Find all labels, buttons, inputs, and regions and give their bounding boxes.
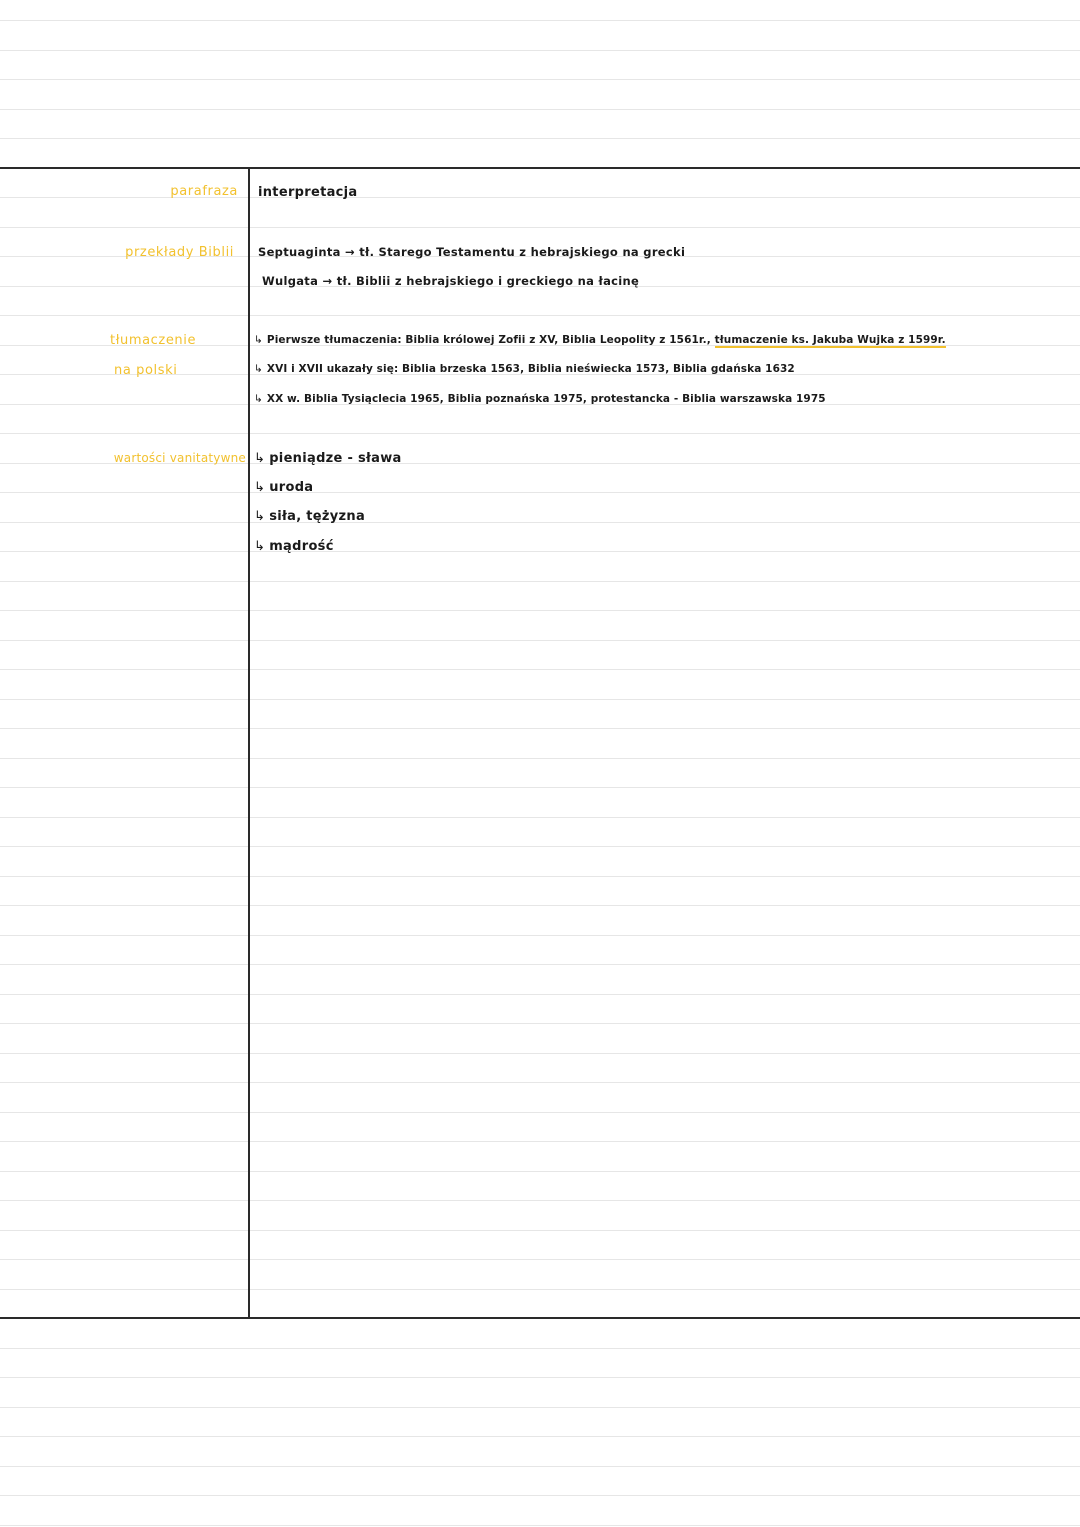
ruled-line bbox=[0, 1112, 1080, 1113]
margin-divider bbox=[248, 168, 250, 1318]
ruled-line bbox=[0, 846, 1080, 847]
list-item-xx-w: ↳ XX w. Biblia Tysiąclecia 1965, Biblia poznańska 1975, protestancka - Biblia warszawska 1975 bbox=[254, 393, 826, 405]
return-arrow-icon: ↳ bbox=[254, 334, 263, 346]
ruled-line bbox=[0, 1023, 1080, 1024]
ruled-line bbox=[0, 433, 1080, 434]
top-divider bbox=[0, 167, 1080, 169]
ruled-line bbox=[0, 138, 1080, 139]
ruled-line bbox=[0, 876, 1080, 877]
ruled-line bbox=[0, 227, 1080, 228]
note-interpretacja: interpretacja bbox=[258, 185, 358, 200]
ruled-line bbox=[0, 20, 1080, 21]
bottom-divider bbox=[0, 1317, 1080, 1319]
ruled-line bbox=[0, 79, 1080, 80]
ruled-line bbox=[0, 50, 1080, 51]
ruled-line bbox=[0, 1200, 1080, 1201]
list-item-xvi-xvii: ↳ XVI i XVII ukazały się: Biblia brzeska 1563, Biblia nieświecka 1573, Biblia gdańska 1632 bbox=[254, 363, 795, 375]
ruled-line bbox=[0, 1377, 1080, 1378]
ruled-line bbox=[0, 758, 1080, 759]
cue-tlumaczenie: tłumaczenie bbox=[110, 333, 197, 348]
list-item-pieniadze: ↳ pieniądze - sława bbox=[254, 451, 402, 466]
list-item-uroda: ↳ uroda bbox=[254, 480, 314, 495]
ruled-line bbox=[0, 522, 1080, 523]
note-septuaginta: Septuaginta → tł. Starego Testamentu z hebrajskiego na grecki bbox=[258, 245, 686, 259]
ruled-line bbox=[0, 905, 1080, 906]
ruled-line bbox=[0, 1141, 1080, 1142]
ruled-line bbox=[0, 1171, 1080, 1172]
ruled-line bbox=[0, 935, 1080, 936]
ruled-line bbox=[0, 1525, 1080, 1526]
ruled-line bbox=[0, 1259, 1080, 1260]
pierwsze-tlumaczenia-text: Pierwsze tłumaczenia: Biblia królowej Zofii z XV, Biblia Leopolity z 1561r., bbox=[266, 334, 715, 346]
ruled-line bbox=[0, 1407, 1080, 1408]
cue-przeklady-biblii: przekłady Biblii bbox=[125, 245, 234, 260]
ruled-line bbox=[0, 669, 1080, 670]
ruled-line bbox=[0, 1230, 1080, 1231]
return-arrow-icon: ↳ bbox=[254, 539, 266, 554]
cue-na-polski: na polski bbox=[114, 363, 178, 378]
ruled-line bbox=[0, 1495, 1080, 1496]
ruled-line bbox=[0, 1348, 1080, 1349]
ruled-line bbox=[0, 1466, 1080, 1467]
ruled-line bbox=[0, 994, 1080, 995]
return-arrow-icon: ↳ bbox=[254, 509, 266, 524]
ruled-line bbox=[0, 1082, 1080, 1083]
cue-parafraza: parafraza bbox=[170, 184, 238, 199]
list-item-madrosc: ↳ mądrość bbox=[254, 539, 334, 554]
return-arrow-icon: ↳ bbox=[254, 480, 266, 495]
ruled-line bbox=[0, 817, 1080, 818]
list-item-sila: ↳ siła, tężyzna bbox=[254, 509, 366, 524]
cue-wartosci-vanitatywne: wartości vanitatywne bbox=[113, 451, 246, 465]
ruled-line bbox=[0, 964, 1080, 965]
note-wulgata: Wulgata → tł. Biblii z hebrajskiego i greckiego na łacinę bbox=[262, 274, 640, 288]
return-arrow-icon: ↳ bbox=[254, 393, 263, 405]
ruled-line bbox=[0, 197, 1080, 198]
ruled-line bbox=[0, 787, 1080, 788]
ruled-line bbox=[0, 492, 1080, 493]
ruled-line bbox=[0, 699, 1080, 700]
ruled-line bbox=[0, 610, 1080, 611]
ruled-line bbox=[0, 581, 1080, 582]
ruled-line bbox=[0, 109, 1080, 110]
return-arrow-icon: ↳ bbox=[254, 363, 263, 375]
ruled-line bbox=[0, 551, 1080, 552]
return-arrow-icon: ↳ bbox=[254, 451, 266, 466]
ruled-line bbox=[0, 1436, 1080, 1437]
ruled-line bbox=[0, 640, 1080, 641]
highlighted-wujek: tłumaczenie ks. Jakuba Wujka z 1599r. bbox=[714, 334, 946, 346]
ruled-line bbox=[0, 1053, 1080, 1054]
ruled-line bbox=[0, 1289, 1080, 1290]
ruled-line bbox=[0, 728, 1080, 729]
ruled-line bbox=[0, 315, 1080, 316]
list-item-pierwsze-tlumaczenia bbox=[254, 334, 946, 346]
